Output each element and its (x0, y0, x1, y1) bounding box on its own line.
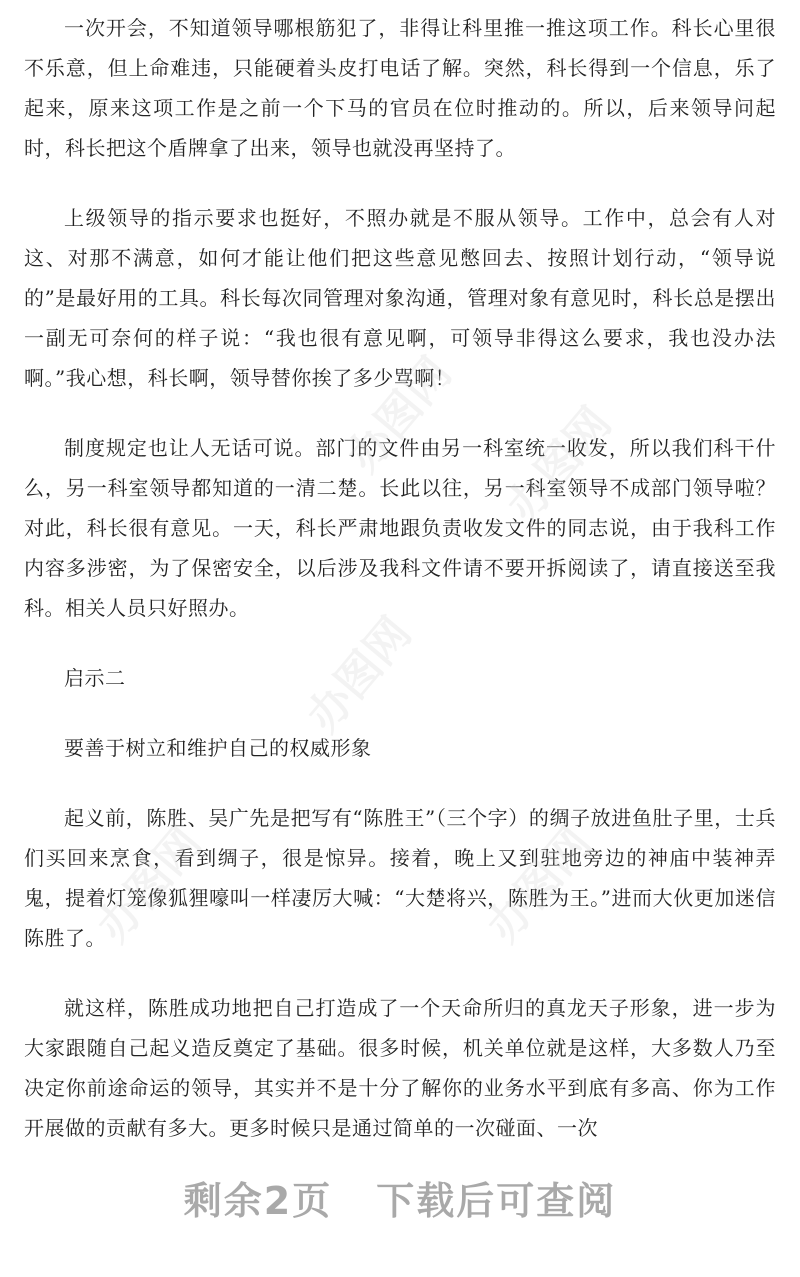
watermark-3: 办图网 (297, 607, 422, 742)
watermark-1: 办图网 (337, 347, 462, 482)
paragraph-dragon-image: 就这样，陈胜成功地把自己打造成了一个天命所归的真龙天子形象，进一步为大家跟随自己起义造反奠定了基础。很多时候，机关单位就是这样，大多数人乃至决定你前途命运的领导，其实并不是十分了解你的业务水平到底有多高、你为工作开展做的贡献有多大。更多时候只是通过简单的一次碰面、一次 (24, 996, 776, 1140)
watermark-2: 办图网 (497, 397, 622, 532)
section-subheading-authority-image: 要善于树立和维护自己的权威形象 (64, 736, 372, 760)
remaining-pages-label: 剩余2页 (183, 1179, 333, 1223)
paragraph-meeting-shield: 一次开会，不知道领导哪根筋犯了，非得让科里推一推这项工作。科长心里很不乐意，但上命难违，只能硬着头皮打电话了解。突然，科长得到一个信息，乐了起来，原来这项工作是之前一个下马的官员在位时推动的。所以，后来领导问起时，科长把这个盾牌拿了出来，领导也就没再坚持了。 (24, 16, 776, 160)
download-to-view-label: 下载后可查阅 (376, 1179, 617, 1223)
paragraph-rules-regulations: 制度规定也让人无话可说。部门的文件由另一科室统一收发，所以我们科干什么，另一科室领导都知道的一清二楚。长此以往，另一科室领导不成部门领导啦？对此，科长很有意见。一天，科长严肃地跟负责收发文件的同志说，由于我科工作内容多涉密，为了保密安全，以后涉及我科文件请不要开拆阅读了，请直接送至我科。相关人员只好照办。 (24, 436, 776, 620)
watermark-4: 办图网 (87, 817, 212, 952)
section-heading-revelation-two: 启示二 (64, 666, 126, 690)
paragraph-leader-instructions: 上级领导的指示要求也挺好，不照办就是不服从领导。工作中，总会有人对这、对那不满意，如何才能让他们把这些意见憋回去、按照计划行动，“领导说的”是最好用的工具。科长每次同管理对象沟通，管理对象有意见时，科长总是摆出一副无可奈何的样子说：“我也很有意见啊，可领导非得这么要求，我也没办法啊。”我心想，科长啊，领导替你挨了多少骂啊！ (24, 206, 776, 390)
document-body (24, 8, 776, 1178)
watermark-5: 办图网 (477, 817, 602, 952)
paragraph-chensheng-uprising: 起义前，陈胜、吴广先是把写有“陈胜王”（三个字）的绸子放进鱼肚子里，士兵们买回来烹食，看到绸子，很是惊异。接着，晚上又到驻地旁边的神庙中装神弄鬼，提着灯笼像狐狸嚎叫一样凄厉大喊：“大楚将兴，陈胜为王。”进而大伙更加迷信陈胜了。 (24, 806, 776, 950)
download-prompt-banner[interactable] (0, 1170, 800, 1230)
